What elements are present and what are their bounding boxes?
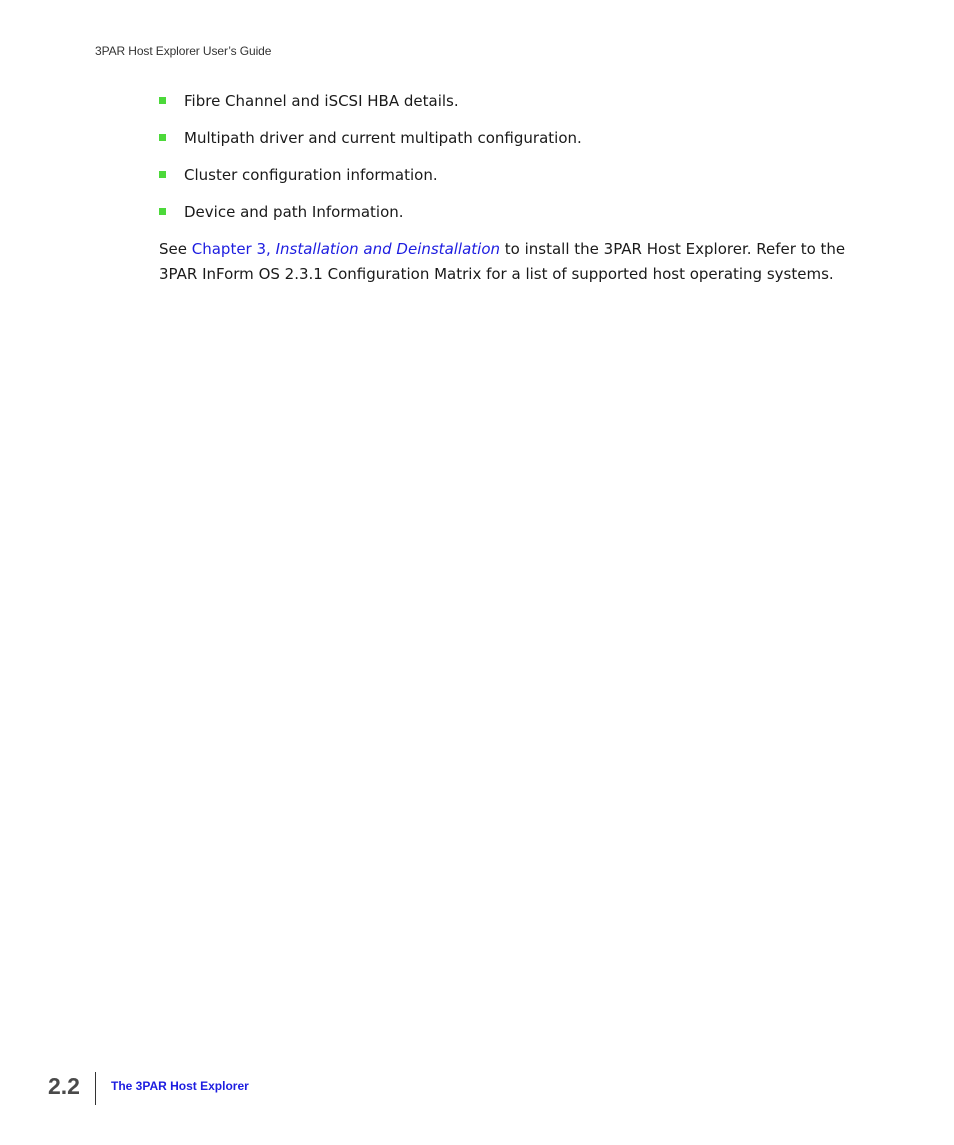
list-item-text: Multipath driver and current multipath configuration. [184, 129, 582, 147]
paragraph-prefix: See [159, 240, 192, 258]
bullet-square-icon [159, 134, 166, 141]
link-chapter-label: Chapter 3, [191, 240, 276, 258]
paragraph-suffix: to install the 3PAR Host Explorer. Refer to the 3PAR InForm OS 2.3.1 Configuration Matrix for a list of supported host operating systems. [159, 240, 846, 283]
footer-divider [95, 1072, 96, 1105]
bullet-list [158, 90, 582, 238]
list-item-text: Cluster configuration information. [184, 166, 438, 184]
bullet-square-icon [159, 171, 166, 178]
body-paragraph [159, 237, 849, 287]
bullet-square-icon [159, 97, 166, 104]
footer-chapter-title: The 3PAR Host Explorer [111, 1079, 249, 1093]
bullet-square-icon [159, 208, 166, 215]
link-chapter-title: Installation and Deinstallation [275, 240, 501, 258]
list-item [158, 201, 582, 238]
list-item-text: Device and path Information. [184, 203, 404, 221]
running-header: 3PAR Host Explorer User’s Guide [95, 44, 272, 58]
chapter-3-link[interactable] [192, 240, 500, 258]
list-item-text: Fibre Channel and iSCSI HBA details. [184, 92, 459, 110]
list-item [158, 127, 582, 164]
list-item [158, 164, 582, 201]
page-number: 2.2 [48, 1073, 80, 1099]
list-item [158, 90, 582, 127]
